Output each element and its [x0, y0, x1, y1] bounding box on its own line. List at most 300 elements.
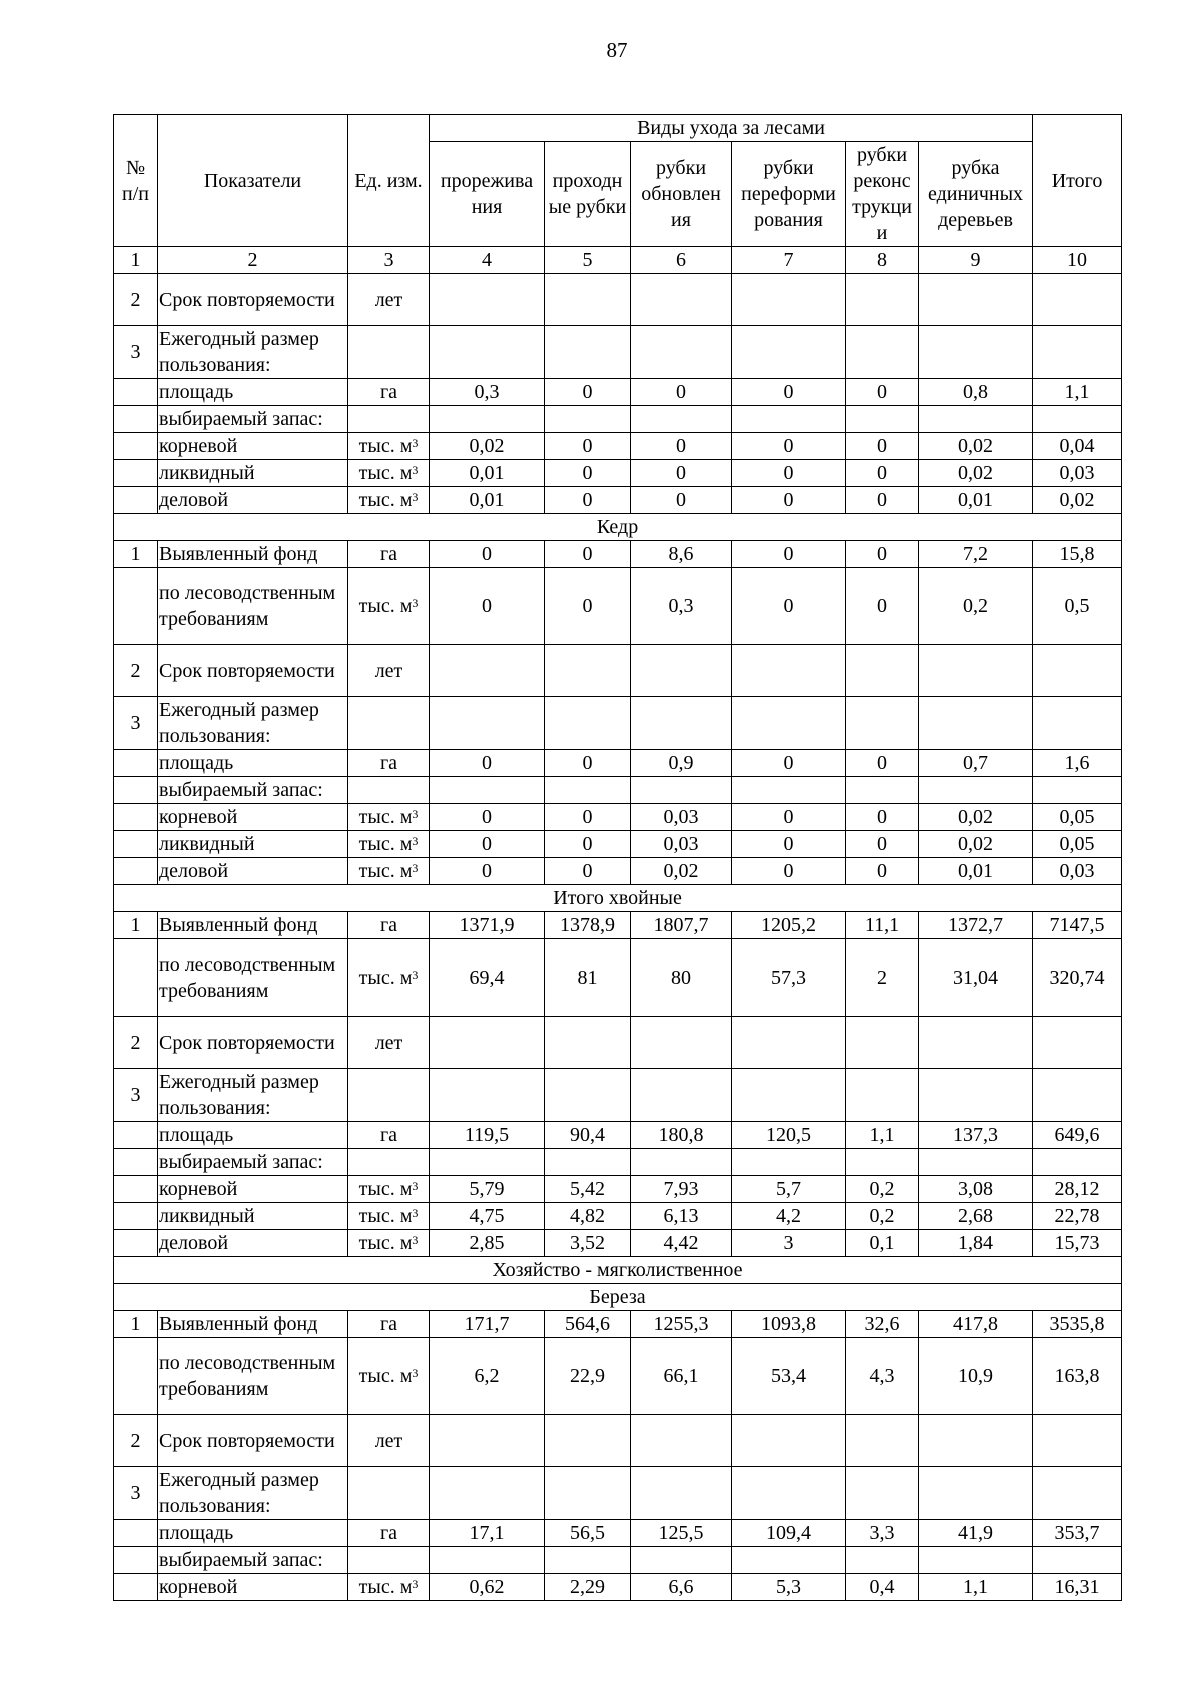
unit-text: лет: [374, 659, 403, 682]
row-label: ликвидный: [158, 1203, 348, 1230]
row-num: 1: [114, 541, 158, 568]
unit-superscript: 3: [412, 1577, 419, 1591]
row-value: 171,7: [430, 1311, 545, 1338]
table-row: [114, 831, 1122, 858]
unit-text: га: [379, 543, 398, 565]
unit-text: тыс. м: [358, 966, 413, 989]
row-total: [1033, 1467, 1122, 1520]
row-label: площадь: [158, 379, 348, 406]
row-value: 0: [545, 750, 631, 777]
row-total: [1033, 1415, 1122, 1467]
unit-text: тыс. м: [358, 833, 413, 855]
row-label: корневой: [158, 1574, 348, 1601]
row-value: 31,04: [919, 939, 1033, 1017]
row-value: 5,7: [732, 1176, 846, 1203]
table-row: [114, 1069, 1122, 1122]
row-label: Выявленный фонд: [158, 1311, 348, 1338]
row-value: 3,3: [846, 1520, 919, 1547]
row-label: корневой: [158, 1176, 348, 1203]
row-value: [545, 406, 631, 433]
col-number: 6: [631, 247, 732, 274]
row-value: 11,1: [846, 912, 919, 939]
row-value: 0: [846, 568, 919, 645]
unit-text: тыс. м: [358, 806, 413, 828]
row-unit: [348, 1547, 430, 1574]
row-value: 4,2: [732, 1203, 846, 1230]
row-value: 7,93: [631, 1176, 732, 1203]
row-label: выбираемый запас:: [158, 1149, 348, 1176]
row-value: [846, 1415, 919, 1467]
unit-text: тыс. м: [358, 1365, 413, 1387]
header-type: рубка единичных деревьев: [919, 142, 1033, 247]
row-total: 0,02: [1033, 487, 1122, 514]
row-value: 57,3: [732, 939, 846, 1017]
row-value: 0,2: [846, 1203, 919, 1230]
row-unit: [348, 1122, 430, 1149]
row-value: [545, 326, 631, 379]
row-value: [430, 274, 545, 326]
unit-text: га: [379, 914, 398, 936]
row-label: выбираемый запас:: [158, 777, 348, 804]
row-num: [114, 1122, 158, 1149]
row-total: 163,8: [1033, 1338, 1122, 1415]
row-value: 0: [732, 804, 846, 831]
unit-superscript: 3: [412, 807, 419, 821]
row-unit: [348, 1230, 430, 1257]
header-unit: Ед. изм.: [348, 115, 430, 247]
col-number: 8: [846, 247, 919, 274]
row-label: выбираемый запас:: [158, 406, 348, 433]
row-value: 69,4: [430, 939, 545, 1017]
row-value: 0,02: [919, 804, 1033, 831]
row-value: [430, 1149, 545, 1176]
row-num: [114, 831, 158, 858]
row-num: [114, 568, 158, 645]
row-value: [846, 1547, 919, 1574]
row-label: корневой: [158, 433, 348, 460]
row-value: [732, 697, 846, 750]
row-value: 0,01: [919, 858, 1033, 885]
row-unit: [348, 831, 430, 858]
row-unit: [348, 1520, 430, 1547]
row-value: [919, 406, 1033, 433]
row-value: [545, 274, 631, 326]
row-value: 0,7: [919, 750, 1033, 777]
row-total: 16,31: [1033, 1574, 1122, 1601]
row-value: 109,4: [732, 1520, 846, 1547]
table-row: [114, 1203, 1122, 1230]
section-title: Итого хвойные: [114, 885, 1122, 912]
row-value: 1,84: [919, 1230, 1033, 1257]
row-value: [732, 645, 846, 697]
row-num: [114, 1338, 158, 1415]
table-row: [114, 568, 1122, 645]
row-value: 2,68: [919, 1203, 1033, 1230]
section-row: [114, 885, 1122, 912]
row-value: [430, 326, 545, 379]
row-value: [732, 777, 846, 804]
row-unit: [348, 406, 430, 433]
row-value: 0: [430, 858, 545, 885]
row-value: 0: [430, 804, 545, 831]
row-label: Выявленный фонд: [158, 912, 348, 939]
row-value: [846, 274, 919, 326]
row-value: 0: [545, 568, 631, 645]
row-label: Ежегодный размер пользования:: [158, 697, 348, 750]
row-total: [1033, 1069, 1122, 1122]
row-label: по лесоводственным требованиям: [158, 1338, 348, 1415]
header-type: прорежива ния: [430, 142, 545, 247]
row-value: [919, 1547, 1033, 1574]
header-indicator: Показатели: [158, 115, 348, 247]
unit-text: тыс. м: [358, 462, 413, 484]
row-value: 0,03: [631, 831, 732, 858]
row-value: 417,8: [919, 1311, 1033, 1338]
row-unit: [348, 433, 430, 460]
unit-text: лет: [374, 1031, 403, 1054]
row-value: 0: [846, 750, 919, 777]
row-label: деловой: [158, 1230, 348, 1257]
row-value: [430, 1069, 545, 1122]
row-num: [114, 460, 158, 487]
unit-text: га: [379, 381, 398, 403]
row-value: 3,52: [545, 1230, 631, 1257]
table-row: [114, 804, 1122, 831]
row-value: 90,4: [545, 1122, 631, 1149]
row-value: 564,6: [545, 1311, 631, 1338]
unit-superscript: 3: [412, 861, 419, 875]
forest-care-table: [113, 114, 1122, 1601]
row-total: 0,5: [1033, 568, 1122, 645]
row-value: [846, 645, 919, 697]
row-value: [846, 697, 919, 750]
row-num: 3: [114, 1069, 158, 1122]
row-num: [114, 750, 158, 777]
row-value: 8,6: [631, 541, 732, 568]
row-unit: [348, 379, 430, 406]
row-value: 0: [631, 433, 732, 460]
row-unit: [348, 1069, 430, 1122]
row-total: [1033, 274, 1122, 326]
row-value: [732, 1547, 846, 1574]
row-value: 0: [732, 541, 846, 568]
row-value: 0,9: [631, 750, 732, 777]
row-value: [631, 1017, 732, 1069]
row-value: [732, 326, 846, 379]
row-num: [114, 939, 158, 1017]
table-row: [114, 1176, 1122, 1203]
row-value: 0: [846, 541, 919, 568]
unit-text: га: [379, 1124, 398, 1146]
row-unit: [348, 487, 430, 514]
row-value: [430, 406, 545, 433]
table-row: [114, 406, 1122, 433]
row-value: 0: [545, 858, 631, 885]
row-value: 0: [631, 460, 732, 487]
row-total: 3535,8: [1033, 1311, 1122, 1338]
row-value: 0,02: [919, 460, 1033, 487]
row-unit: [348, 939, 430, 1017]
row-value: 1205,2: [732, 912, 846, 939]
row-value: 0: [846, 858, 919, 885]
row-value: 1093,8: [732, 1311, 846, 1338]
row-label: деловой: [158, 858, 348, 885]
row-label: площадь: [158, 1122, 348, 1149]
row-value: 0: [545, 433, 631, 460]
row-value: 0: [545, 831, 631, 858]
row-value: [846, 777, 919, 804]
row-value: 0: [545, 487, 631, 514]
row-value: [919, 1415, 1033, 1467]
row-unit: [348, 1311, 430, 1338]
unit-superscript: 3: [412, 834, 419, 848]
row-value: 0: [732, 379, 846, 406]
row-value: [631, 406, 732, 433]
row-value: [732, 1069, 846, 1122]
row-value: 1372,7: [919, 912, 1033, 939]
row-value: 41,9: [919, 1520, 1033, 1547]
row-value: 6,6: [631, 1574, 732, 1601]
row-value: [631, 1415, 732, 1467]
row-value: [846, 1149, 919, 1176]
row-value: [631, 1547, 732, 1574]
row-label: Ежегодный размер пользования:: [158, 326, 348, 379]
header-total: Итого: [1033, 115, 1122, 247]
unit-text: тыс. м: [358, 1178, 413, 1200]
row-value: 0: [846, 379, 919, 406]
col-number: 7: [732, 247, 846, 274]
row-total: [1033, 406, 1122, 433]
unit-superscript: 3: [412, 596, 419, 610]
unit-superscript: 3: [412, 1233, 419, 1247]
header-num: № п/п: [114, 115, 158, 247]
row-value: 137,3: [919, 1122, 1033, 1149]
row-value: [919, 326, 1033, 379]
section-title: Кедр: [114, 514, 1122, 541]
row-value: [545, 1149, 631, 1176]
col-number: 3: [348, 247, 430, 274]
row-value: [631, 1467, 732, 1520]
row-unit: [348, 326, 430, 379]
row-value: [430, 1467, 545, 1520]
row-unit: [348, 274, 430, 326]
unit-text: тыс. м: [358, 435, 413, 457]
row-value: [631, 697, 732, 750]
row-value: 7,2: [919, 541, 1033, 568]
row-value: [846, 1017, 919, 1069]
row-value: 5,79: [430, 1176, 545, 1203]
table-row: [114, 750, 1122, 777]
unit-superscript: 3: [412, 436, 419, 450]
table-row: [114, 697, 1122, 750]
header-type: рубки обновлен ия: [631, 142, 732, 247]
row-label: Срок повторяемости: [158, 1415, 348, 1467]
section-row: [114, 1257, 1122, 1284]
row-num: 3: [114, 697, 158, 750]
row-value: 53,4: [732, 1338, 846, 1415]
row-value: 0: [846, 433, 919, 460]
row-value: [919, 1467, 1033, 1520]
table-row: [114, 1149, 1122, 1176]
row-value: [430, 1415, 545, 1467]
row-value: [919, 645, 1033, 697]
row-total: [1033, 1547, 1122, 1574]
row-value: [545, 1547, 631, 1574]
unit-superscript: 3: [412, 490, 419, 504]
row-num: [114, 858, 158, 885]
row-value: 0: [732, 568, 846, 645]
row-value: 4,82: [545, 1203, 631, 1230]
row-value: 22,9: [545, 1338, 631, 1415]
row-value: 17,1: [430, 1520, 545, 1547]
row-value: [919, 697, 1033, 750]
row-value: [732, 1149, 846, 1176]
row-unit: [348, 750, 430, 777]
unit-text: га: [379, 1313, 398, 1335]
row-value: 1371,9: [430, 912, 545, 939]
row-num: [114, 804, 158, 831]
row-num: [114, 487, 158, 514]
section-row: [114, 1284, 1122, 1311]
header-type: рубки переформи рования: [732, 142, 846, 247]
table-body: [114, 274, 1122, 1601]
unit-text: тыс. м: [358, 595, 413, 617]
row-value: 0,01: [430, 487, 545, 514]
table-row: [114, 1520, 1122, 1547]
row-value: 180,8: [631, 1122, 732, 1149]
unit-superscript: 3: [412, 967, 419, 982]
row-value: 0: [631, 379, 732, 406]
row-value: 6,13: [631, 1203, 732, 1230]
table-row: [114, 1230, 1122, 1257]
table-row: [114, 460, 1122, 487]
row-value: 0,01: [919, 487, 1033, 514]
header-type: проходн ые рубки: [545, 142, 631, 247]
row-value: 56,5: [545, 1520, 631, 1547]
table-row: [114, 1467, 1122, 1520]
table-row: [114, 1574, 1122, 1601]
row-unit: [348, 697, 430, 750]
unit-text: тыс. м: [358, 860, 413, 882]
col-number: 10: [1033, 247, 1122, 274]
row-num: 2: [114, 1017, 158, 1069]
row-value: [919, 1017, 1033, 1069]
row-label: Срок повторяемости: [158, 1017, 348, 1069]
row-value: 2,85: [430, 1230, 545, 1257]
row-label: деловой: [158, 487, 348, 514]
row-value: 0: [846, 831, 919, 858]
row-value: [430, 1017, 545, 1069]
row-value: [545, 645, 631, 697]
row-label: Ежегодный размер пользования:: [158, 1069, 348, 1122]
table-row: [114, 645, 1122, 697]
col-number: 2: [158, 247, 348, 274]
column-numbers-row: [114, 247, 1122, 274]
row-total: 0,04: [1033, 433, 1122, 460]
row-unit: [348, 1338, 430, 1415]
row-value: 4,3: [846, 1338, 919, 1415]
row-label: по лесоводственным требованиям: [158, 939, 348, 1017]
row-value: 0: [545, 460, 631, 487]
row-value: [732, 1467, 846, 1520]
row-num: [114, 1547, 158, 1574]
row-value: 0: [732, 433, 846, 460]
row-num: [114, 1176, 158, 1203]
table-row: [114, 912, 1122, 939]
row-value: [430, 1547, 545, 1574]
row-num: [114, 1203, 158, 1230]
row-unit: [348, 568, 430, 645]
table-row: [114, 1547, 1122, 1574]
row-num: 3: [114, 326, 158, 379]
row-value: 5,3: [732, 1574, 846, 1601]
row-value: [919, 777, 1033, 804]
row-unit: [348, 460, 430, 487]
unit-text: тыс. м: [358, 1576, 413, 1598]
row-total: 0,03: [1033, 858, 1122, 885]
row-value: 3,08: [919, 1176, 1033, 1203]
col-number: 9: [919, 247, 1033, 274]
row-total: 22,78: [1033, 1203, 1122, 1230]
row-value: 5,42: [545, 1176, 631, 1203]
row-value: [545, 1415, 631, 1467]
row-value: [919, 1069, 1033, 1122]
row-total: 353,7: [1033, 1520, 1122, 1547]
row-value: 1,1: [919, 1574, 1033, 1601]
table-row: [114, 858, 1122, 885]
row-num: 3: [114, 1467, 158, 1520]
row-unit: [348, 1574, 430, 1601]
row-value: 125,5: [631, 1520, 732, 1547]
row-value: 80: [631, 939, 732, 1017]
row-unit: [348, 1149, 430, 1176]
row-value: [631, 645, 732, 697]
row-value: 2: [846, 939, 919, 1017]
row-value: 0,02: [919, 433, 1033, 460]
row-total: 0,03: [1033, 460, 1122, 487]
row-total: 0,05: [1033, 831, 1122, 858]
row-value: 0: [430, 831, 545, 858]
col-number: 5: [545, 247, 631, 274]
table-header: [114, 115, 1122, 274]
row-num: [114, 1520, 158, 1547]
row-value: [545, 777, 631, 804]
row-num: 2: [114, 274, 158, 326]
row-value: 120,5: [732, 1122, 846, 1149]
row-value: 0,8: [919, 379, 1033, 406]
unit-text: тыс. м: [358, 1205, 413, 1227]
row-total: [1033, 1149, 1122, 1176]
row-value: 2,29: [545, 1574, 631, 1601]
row-num: [114, 379, 158, 406]
row-unit: [348, 777, 430, 804]
unit-text: га: [379, 752, 398, 774]
row-value: 0: [545, 379, 631, 406]
row-value: [631, 777, 732, 804]
row-total: 1,1: [1033, 379, 1122, 406]
row-value: 0: [430, 750, 545, 777]
row-value: [846, 406, 919, 433]
row-value: [631, 326, 732, 379]
row-value: [846, 326, 919, 379]
row-label: Ежегодный размер пользования:: [158, 1467, 348, 1520]
row-label: по лесоводственным требованиям: [158, 568, 348, 645]
table-row: [114, 274, 1122, 326]
row-value: [631, 1149, 732, 1176]
row-value: 0: [846, 460, 919, 487]
header-type: рубки реконс трукци и: [846, 142, 919, 247]
table-row: [114, 541, 1122, 568]
